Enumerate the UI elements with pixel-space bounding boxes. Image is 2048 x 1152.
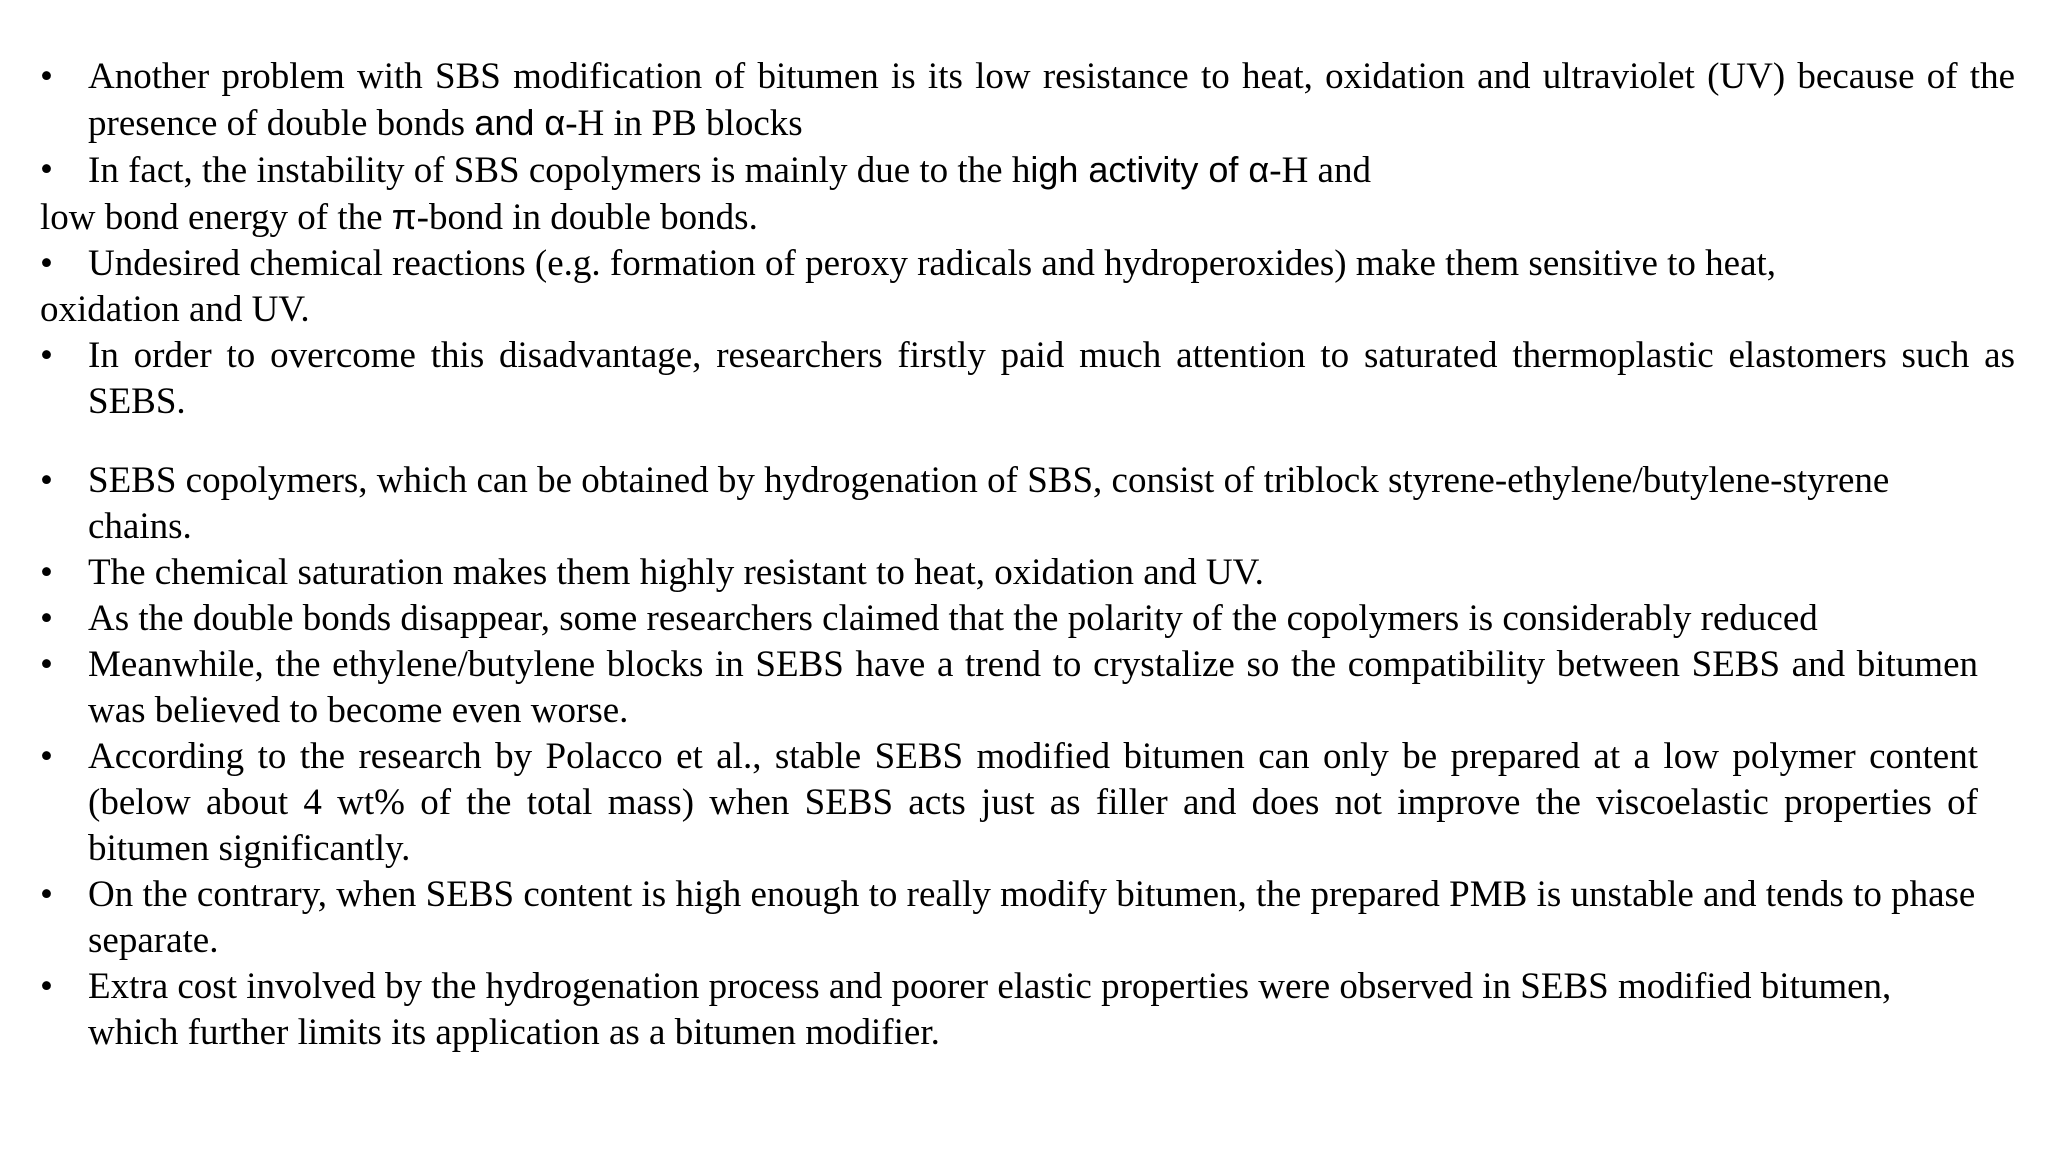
list-item-text: Extra cost involved by the hydrogenation process and poorer elastic properties were observed in SEBS modified bitumen, which further limits its application as a bitumen modifier.: [88, 966, 1892, 1053]
list-item-text: As the double bonds disappear, some researchers claimed that the polarity of the copolymers is considerably reduced: [88, 598, 1818, 639]
bullet-glyph: •: [40, 598, 53, 639]
list-item: [40, 333, 2015, 425]
text-run: Another problem with SBS modification of bitumen is its low resistance to heat, oxidation and ultraviolet (UV) because of the presence of double bonds: [88, 56, 2015, 144]
text-run: In fact, the instability of SBS copolymers is mainly due to the h: [88, 150, 1031, 191]
list-item: [40, 642, 1978, 734]
list-item: [40, 458, 1978, 550]
bullet-glyph: •: [40, 644, 53, 685]
list-item-text: Meanwhile, the ethylene/butylene blocks in SEBS have a trend to crystalize so the compatibility between SEBS and bitumen was believed to become even worse.: [88, 644, 1978, 731]
bullet-glyph: •: [40, 56, 53, 97]
list-item-text: [88, 150, 1371, 191]
text-run: and α: [474, 102, 566, 143]
list-item-text: The chemical saturation makes them highly resistant to heat, oxidation and UV.: [88, 552, 1264, 593]
text-run: oxidation and UV.: [40, 289, 310, 330]
list-item: [40, 872, 1978, 964]
list-item: [40, 54, 2015, 147]
bullet-glyph: •: [40, 966, 53, 1007]
list-item-text: [88, 54, 2015, 147]
bullet-glyph: •: [40, 243, 53, 284]
list-item-text: On the contrary, when SEBS content is high enough to really modify bitumen, the prepared PMB is unstable and tends to phase separate.: [88, 874, 1976, 961]
text-run: -H in PB blocks: [565, 103, 803, 144]
list-item-continuation: [40, 287, 2015, 333]
list-item: [40, 596, 1978, 642]
bullet-glyph: •: [40, 736, 53, 777]
text-run: π: [391, 196, 417, 237]
list-item-text: According to the research by Polacco et al., stable SEBS modified bitumen can only be prepared at a low polymer content (below about 4 wt% of the total mass) when SEBS acts just as filler and does not improve the viscoelastic properties of bitumen significantly.: [88, 736, 1978, 869]
bullet-glyph: •: [40, 335, 53, 376]
bullet-list-sebs: [40, 458, 1978, 1056]
list-item: [40, 964, 1978, 1056]
text-run: igh activity of α: [1030, 149, 1270, 190]
text-run: -H and: [1269, 150, 1371, 191]
list-item-text: In order to overcome this disadvantage, researchers firstly paid much attention to saturated thermoplastic elastomers such as SEBS.: [88, 335, 2015, 422]
list-item: [40, 241, 2015, 287]
list-item: [40, 734, 1978, 872]
list-item-continuation: [40, 194, 2015, 241]
bullet-glyph: •: [40, 552, 53, 593]
list-item: [40, 550, 1978, 596]
list-item: [40, 147, 2015, 194]
text-run: low bond energy of the: [40, 197, 392, 238]
list-item-text: SEBS copolymers, which can be obtained by hydrogenation of SBS, consist of triblock styrene-ethylene/butylene-styrene chains.: [88, 460, 1890, 547]
list-item-text: Undesired chemical reactions (e.g. formation of peroxy radicals and hydroperoxides) make them sensitive to heat,: [88, 243, 1777, 284]
bullet-glyph: •: [40, 149, 53, 190]
bullet-list-sbs: [40, 54, 2015, 425]
text-run: -bond in double bonds.: [416, 197, 758, 238]
bullet-glyph: •: [40, 874, 53, 915]
bullet-glyph: •: [40, 460, 53, 501]
